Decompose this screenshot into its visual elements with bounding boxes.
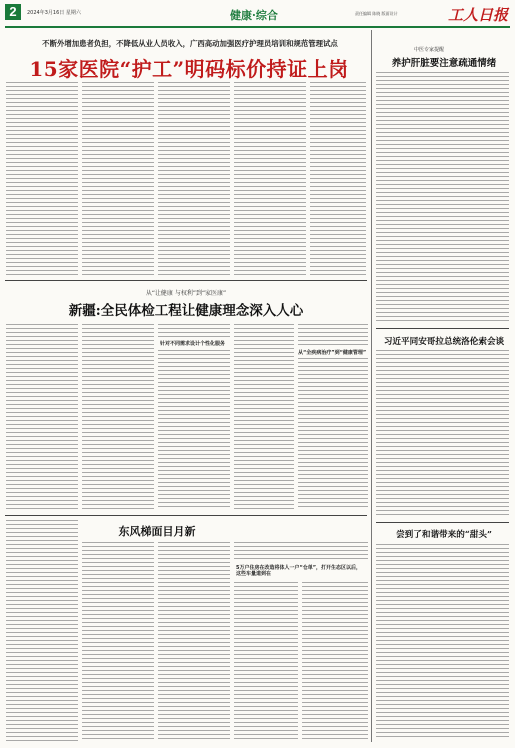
bottom-body-col4 (234, 582, 298, 742)
bottom-headline: 东风梯面目月新 (118, 525, 196, 538)
right-headline-liver: 养护肝脏要注意疏通情绪 (391, 58, 497, 69)
bottom-subhead-1: 5万户住房在改造将体人一户“仓单”，打开生态区以后，这些车量道到在 (236, 565, 362, 577)
lead-body-col4 (234, 82, 306, 276)
section-title: 健康·综合 (230, 9, 278, 22)
bottom-top-rule (5, 515, 367, 516)
middle-body-col3 (158, 350, 230, 510)
right-body-3 (376, 544, 509, 740)
bottom-body-col5 (302, 582, 368, 742)
middle-body-col4 (234, 324, 294, 510)
right-body-1 (376, 72, 509, 324)
middle-body-col2 (82, 324, 154, 510)
bottom-body-col45-top (234, 542, 368, 560)
lead-headline: 15家医院“护工”明码标价持证上岗 (29, 57, 349, 81)
right-kicker: 中医专家提醒 (414, 47, 445, 53)
middle-headline: 新疆:全民体检工程让健康理念深入人心 (68, 303, 304, 319)
lead-kicker: 不断外增加患者负担，不降低从业人员收入，广西高动加强医疗护理员培训和规范管理试点 (42, 39, 338, 48)
lead-body-col2 (82, 82, 154, 276)
issue-date: 2024年3月16日 星期六 (27, 10, 81, 16)
bottom-body-col3 (158, 542, 230, 742)
middle-subhead-1: 针对不同需求设计个性化服务 (160, 341, 226, 347)
bottom-body-col2 (82, 542, 154, 742)
right-headline-harmony: 尝到了和谐带来的“甜头” (396, 530, 492, 540)
header-rule (5, 26, 510, 28)
column-divider (371, 30, 372, 742)
right-divider-2 (376, 522, 509, 523)
newspaper-logo: 工人日报 (447, 6, 508, 24)
middle-body-col1 (6, 324, 78, 510)
lead-body-col3 (158, 82, 230, 276)
middle-body-col3-top (158, 324, 230, 338)
middle-subhead-2: 从“全疾病治疗”到“健康管理” (298, 350, 367, 356)
lead-body-col1 (6, 82, 78, 276)
middle-body-col5 (298, 358, 368, 510)
right-headline-angola: 习近平同安哥拉总统洛伦索会谈 (383, 337, 505, 347)
right-body-2 (376, 350, 509, 518)
editors-line: 责任编辑 陈晓 版面设计 (355, 11, 398, 16)
bottom-body-col1 (6, 520, 78, 742)
middle-top-rule (5, 280, 367, 281)
page-header (5, 4, 510, 26)
middle-body-col5-top (298, 324, 368, 346)
page-number: 2 (5, 4, 21, 20)
right-divider-1 (376, 328, 509, 329)
middle-kicker: 从“让健康 与权利”到“家医康” (145, 290, 227, 297)
lead-body-col5 (310, 82, 366, 276)
